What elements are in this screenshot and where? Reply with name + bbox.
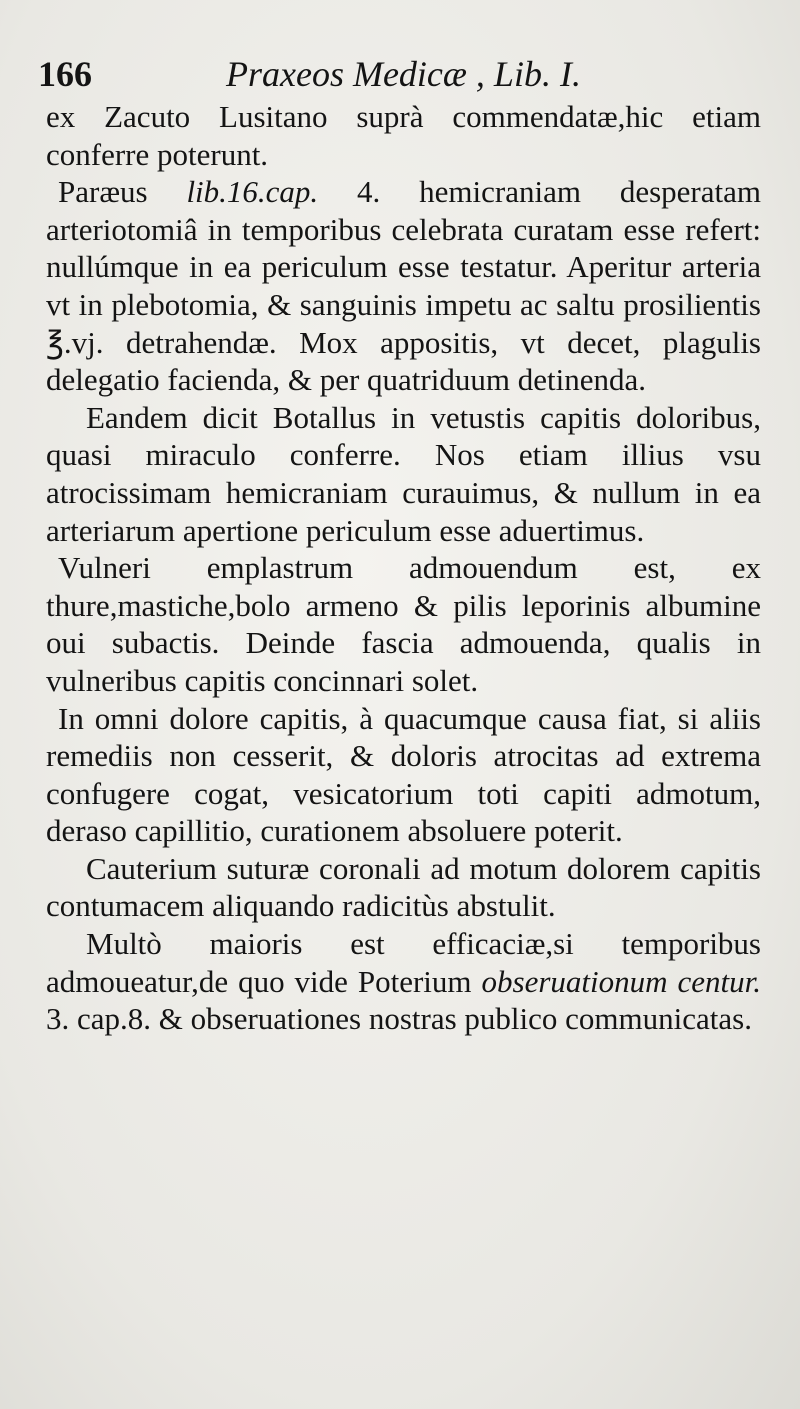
running-title: Praxeos Medicæ , Lib. I. bbox=[226, 54, 581, 94]
page-number: 166 bbox=[38, 54, 92, 94]
paragraph-2-citation: lib.16.cap. bbox=[186, 174, 319, 210]
paragraph-7-body: 3. cap.8. & obseruationes nostras publico communicatas. bbox=[46, 1001, 752, 1037]
paragraph-2-body: 4. hemicraniam desperatam arteriotomiâ in temporibus celebrata curatam esse refert: nullúmque in ea periculum esse testatur. Aperitur arteria vt in plebotomia, & sanguinis impetu ac saltu prosilientis ℥.vj. detrahendæ. Mox appositis, vt decet, plagulis delegatio facienda, & per quatriduum detinenda. bbox=[46, 174, 761, 398]
paragraph-3: Eandem dicit Botallus in vetustis capitis doloribus, quasi miraculo conferre. Nos etiam illius vsu atrocissimam hemicraniam curauimus, & nullum in ea arteriarum apertione periculum esse aduertimus. bbox=[46, 399, 761, 548]
paragraph-4: Vulneri emplastrum admouendum est, ex thure,mastiche,bolo armeno & pilis leporinis albumine oui subactis. Deinde fascia admouenda, qualis in vulneribus capitis concinnari solet. bbox=[46, 550, 761, 698]
paragraph-7 bbox=[46, 925, 761, 1038]
paragraph-1: ex Zacuto Lusitano suprà commendatæ,hic etiam conferre poterunt. bbox=[46, 99, 761, 172]
show-through-bleed bbox=[40, 1090, 760, 1390]
paragraph-7-citation: obseruationum centur. bbox=[481, 963, 761, 999]
paragraph-7-lead: Multò maioris est efficaciæ,si temporibus admoueatur,de quo vide Poterium bbox=[46, 926, 761, 999]
paragraph-2 bbox=[46, 173, 761, 399]
running-head bbox=[38, 52, 758, 96]
paragraph-6: Cauterium suturæ coronali ad motum dolorem capitis contumacem aliquando radicitùs abstulit. bbox=[46, 850, 761, 924]
paragraph-2-lead: Paræus bbox=[58, 174, 187, 210]
paragraph-5: In omni dolore capitis, à quacumque causa fiat, si aliis remediis non cesserit, & doloris atrocitas ad extrema confugere cogat, vesicatorium toti capiti admotum, deraso capillitio, curationem absoluere poterit. bbox=[46, 700, 761, 849]
body-text bbox=[46, 98, 761, 1038]
